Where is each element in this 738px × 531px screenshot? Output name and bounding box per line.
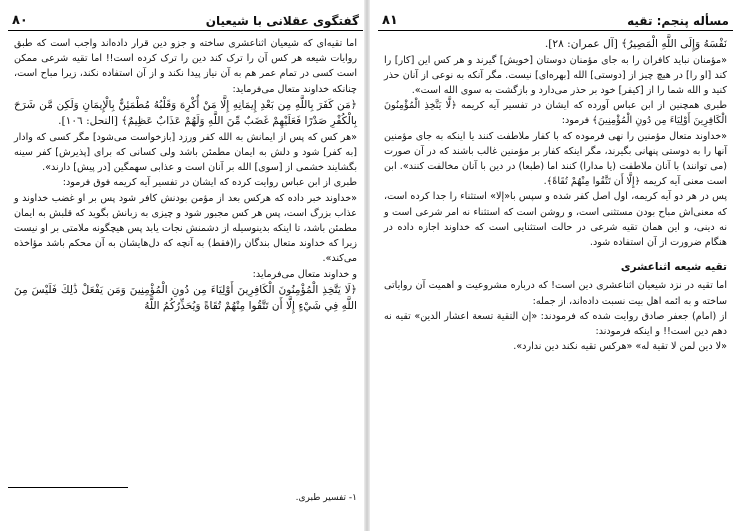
- paragraph: طبری از ابن عباس روایت کرده که ایشان در تفسیر آیه کریمه فوق فرمود:: [62, 177, 357, 189]
- left-page: [8, 0, 363, 531]
- book-gutter: [364, 0, 370, 531]
- paragraph: اما تقیه در نزد شیعیان اثناعشری دین است! که درباره مشروعیت و اهمیت آن روایاتی ساخته و به ائمه اهل بیت نسبت داده‌اند، از جمله:: [384, 280, 727, 307]
- quran-verse: ﴿مَن كَفَرَ بِاللَّهِ مِن بَعْدِ إِيمَانِهِ إِلَّا مَنْ أُكْرِهَ وَقَلْبُهُ مُطْمَئِنٌّ بِالْإِيمَانِ وَلَكِن مَّن شَرَحَ بِالْكُفْرِ صَدْرًا فَعَلَيْهِمْ غَضَبٌ مِّنَ اللَّهِ وَلَهُمْ عَذَابٌ عَظِيمٌ﴾ [النحل: ١٠٦].: [14, 98, 357, 128]
- paragraph: اما تقیه‌ای که شیعیان اثناعشری ساخته و جزو دین قرار داده‌اند واجب است که طبق روایات شیعه هر کس آن را ترک کند دین را ترک کرده است!! اما تقیه شرعی ممکن است کسی در تمام عمر هم به آن نیاز پیدا نکند و از آن استفاده نکند، زیرا مباح است، چنانکه خداوند متعال می‌فرماید:: [14, 38, 357, 95]
- footnote-divider: [8, 487, 128, 488]
- quotation: «خداوند خبر داده که هرکس بعد از مؤمن بودنش کافر شود پس بر او غضب خداوند و عذاب بزرگ است، پس هر کس مجبور شود و چیزی به زبانش بگوید که قلبش به ایمان مطمئن باشد، تا اینکه بدینوسیله از دشمنش نجات یابد پس هیچگونه ملامتی بر او نیست زیرا که خداوند متعال بندگان را(فقط) به آنچه که دل‌هایشان به آن محکم باشد مؤاخذه می‌کند».: [14, 192, 357, 265]
- quotation: «لا دين لمن لا تقية له» «هرکس تقیه نکند دین ندارد».: [513, 341, 727, 353]
- page-number: ۸۱: [382, 13, 398, 28]
- running-title: گفتگوی عقلانی با شیعیان: [205, 14, 359, 28]
- page-header: [8, 0, 363, 31]
- verse-translation: «مؤمنان نباید کافران را به جای مؤمنان دوستان [خویش] گیرند و هر کس این [کار] را کند [او را] در هیچ چیز از [دوستی] الله [بهره‌ای] نیست. مگر آنکه به نوعی از آنان حذر کنید و الله شما را از [کیفر] خود بر حذر می‌دارد و بازگشت به سوی الله است».: [384, 54, 727, 96]
- page-header: [378, 0, 733, 31]
- verse-translation: «هر کس که پس از ایمانش به الله کفر ورزد [بازخواست می‌شود] مگر کسی که وادار [به کفر] شود و دلش به ایمان مطمئن باشد ولی کسانی که برای [پذیرش] کفر سینه بگشایند خشمی از [سوی] الله بر آنان است و عذابی سهمگین [در پیش] دارند».: [14, 131, 357, 174]
- page-body: [378, 31, 733, 354]
- quran-verse: ﴿لَا يَتَّخِذِ الْمُؤْمِنُونَ الْكَافِرِينَ أَوْلِيَاءَ مِن دُونِ الْمُؤْمِنِينَ وَمَن يَفْعَلْ ذَٰلِكَ فَلَيْسَ مِنَ اللَّهِ فِي شَيْءٍ إِلَّا أَن تَتَّقُوا مِنْهُمْ تُقَاةً وَيُحَذِّرُكُمُ اللَّهُ: [14, 283, 357, 313]
- paragraph: و خداوند متعال می‌فرماید:: [252, 268, 357, 280]
- paragraph: پس در هر دو آیه کریمه، اول اصل کفر شده و سپس با«إلا» استثناء را جدا کرده است، که معنی‌اش مباح بودن مستثنی است، و روشن است که استثناء نه امر شرعی است و نه دینی، و این همان تقیه شرعی در حالت استثنایی است که خداوند اجازه داده در هنگام ضرورت از آن استفاده شود.: [384, 191, 727, 248]
- page-number: ۸۰: [12, 13, 28, 28]
- paragraph: طبری همچنین از ابن عباس آورده که ایشان در تفسیر آیه کریمه ﴿لَّا يَتَّخِذِ الْمُؤْمِنُونَ الْكَافِرِينَ أَوْلِيَاءَ مِن دُونِ الْمُؤْمِنِينَ﴾ فرمود:: [384, 100, 727, 127]
- quotation: «خداوند متعال مؤمنین را نهی فرموده که با کفار ملاطفت کنند یا اینکه به جای مؤمنین آنها را به دوستی پنهانی بگیرند، مگر اینکه کفار بر مؤمنین غالب باشند که در آن صورت (می توانند) با آنان ملاطفت (یا مدارا) کنند اما (طبعا) در دین با آنان مخالفت کنند». ابن است معنی آیه کریمه ﴿إِلَّا أَن تَتَّقُوا مِنْهُمْ تُقَاةً﴾.: [384, 130, 727, 188]
- quran-verse: نَفْسَهُ وَإِلَى اللَّهِ الْمَصِيرُ﴾ [آل عمران: ٢٨].: [544, 38, 727, 50]
- footnote: ١- تفسیر طبری.: [295, 493, 357, 503]
- page-body: [8, 31, 363, 315]
- section-heading: تقیه شیعه اثناعشری: [620, 261, 727, 274]
- running-title: مسأله پنجم: تقیه: [627, 14, 729, 28]
- right-page: [378, 0, 733, 531]
- paragraph: از (امام) جعفر صادق روایت شده که فرمودند: «إن التقية تسعة اعشار الدين» تقیه نه دهم دین است!! و اینکه فرمودند:: [384, 310, 727, 337]
